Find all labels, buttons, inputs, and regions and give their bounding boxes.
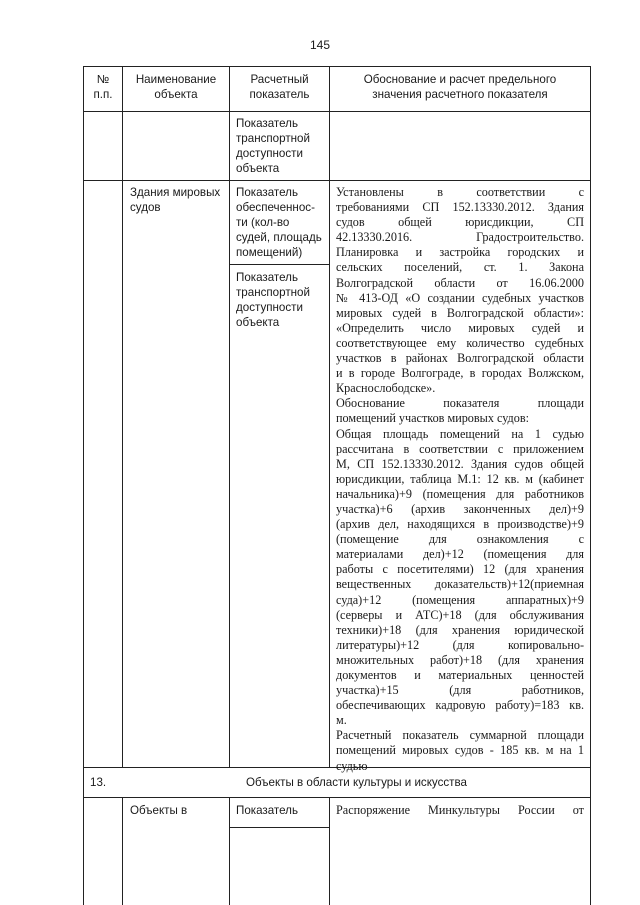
basis-line: обеспечивающих кадровую работу)=183 кв. (336, 698, 584, 713)
basis-line: литературы)+12 (для копировально- (336, 637, 584, 652)
basis-line: вещественных доказательств)+12(приемная (336, 577, 584, 592)
basis-line: помещений мировых судов - 185 кв. м на 1 (336, 743, 584, 758)
culture-name: Объекты в (130, 804, 188, 817)
basis-line: Расчетный показатель суммарной площади (336, 728, 584, 743)
header-basis: Обоснование и расчет предельного значения расчетного показателя (363, 73, 557, 102)
courts-basis-text (336, 185, 584, 774)
culture-basis: Распоряжение Минкультуры России от (336, 803, 584, 817)
basis-line: Планировка и застройка городских и (336, 245, 584, 260)
basis-line: множительных работ)+18 (для хранения (336, 652, 584, 667)
basis-line: М, СП 152.13330.2012. Здания судов общей (336, 456, 584, 471)
basis-line: (помещение для ознакомления с (336, 532, 584, 547)
basis-line: требованиями СП 152.13330.2012. Здания (336, 200, 584, 215)
basis-line: юрисдикции, таблица М.1: 12 кв. м (кабинет (336, 471, 584, 486)
basis-line: рассчитана в соответствии с приложением (336, 441, 584, 456)
prev-row-indicator: Показатель транспортной доступности объекта (236, 117, 310, 176)
basis-line: работы с посетителями) 12 (для хранения (336, 562, 584, 577)
courts-name: Здания мировых судов (130, 186, 221, 215)
page-number: 145 (309, 38, 331, 52)
courts-indicator-provision: Показатель обеспеченнос- ти (кол-во судей, площадь помещений) (236, 186, 322, 260)
basis-line: и в городе Волгограде, в городах Волжском, (336, 366, 584, 381)
basis-line: Краснослободске». (336, 381, 436, 396)
basis-line: материалами дел)+12 (помещения для (336, 547, 584, 562)
basis-line: м. (336, 713, 347, 728)
basis-line: судов общей юрисдикции, СП (336, 215, 584, 230)
basis-line: соответствующее ему количество судебных (336, 335, 584, 350)
header-num: № п.п. (93, 73, 113, 102)
basis-line: № 413-ОД «О создании судебных участков (336, 290, 584, 305)
basis-line: (серверы и АТС)+18 (для обслуживания (336, 607, 584, 622)
header-name: Наименование объекта (135, 73, 217, 102)
basis-line: участка)+15 (для работников, (336, 683, 584, 698)
basis-line: сельских поселений, ст. 1. Закона (336, 260, 584, 275)
basis-line: техники)+18 (для хранения юридической (336, 622, 584, 637)
basis-line: «Определить число мировых судей и (336, 320, 584, 335)
basis-line: Волгоградской области от 16.06.2000 (336, 275, 584, 290)
basis-line: суда)+12 (помещения аппаратных)+9 (336, 592, 584, 607)
basis-line: (архив дел, находящихся в производстве)+9 (336, 517, 584, 532)
basis-line: участка)+6 (архив законченных дел)+9 (336, 501, 584, 516)
basis-line: судью (336, 758, 368, 773)
basis-line: 42.13330.2016. Градостроительство. (336, 230, 584, 245)
basis-line: начальника)+9 (помещения для работников (336, 486, 584, 501)
basis-line: участков в районах Волгоградской области (336, 351, 584, 366)
courts-indicator-access: Показатель транспортной доступности объекта (236, 271, 310, 330)
basis-line: Общая площадь помещений на 1 судью (336, 426, 584, 441)
basis-line: Установлены в соответствии с (336, 185, 584, 199)
header-indicator: Расчетный показатель (249, 73, 310, 102)
section-13-title: Объекты в области культуры и искусства (246, 776, 467, 789)
section-13-number: 13. (90, 776, 107, 789)
basis-line: помещений участков мировых судов: (336, 411, 529, 426)
basis-line: мировых судей в Волгоградской области»: (336, 305, 584, 320)
culture-indicator: Показатель (236, 804, 298, 817)
basis-line: Обоснование показателя площади (336, 396, 584, 411)
basis-line: документов и материальных ценностей (336, 668, 584, 682)
